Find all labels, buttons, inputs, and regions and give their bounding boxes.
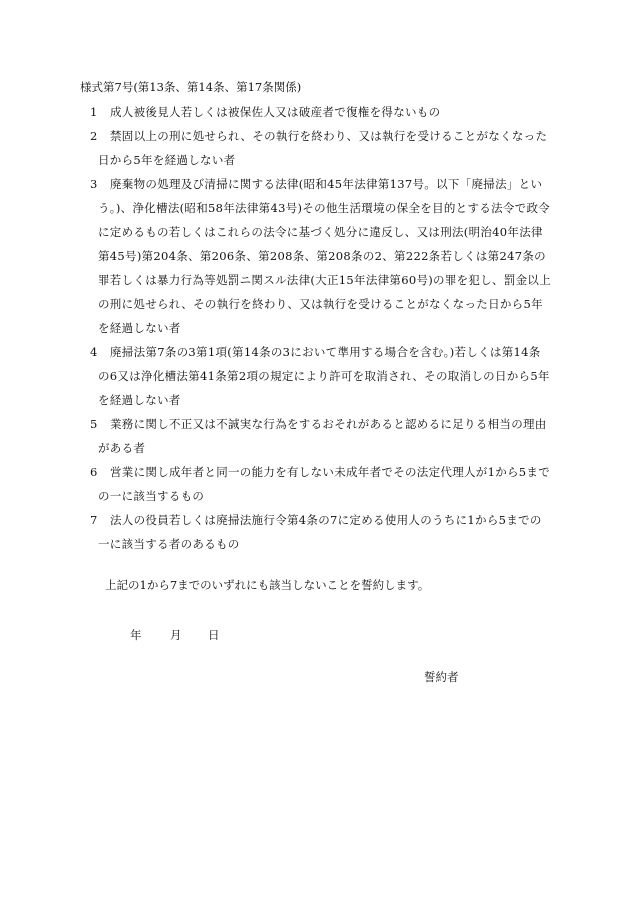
list-item-6 [90,460,552,508]
item-text: 業務に関し不正又は不誠実な行為をするおそれがあると認めるに足りる相当の理由がある者 [98,417,547,455]
item-number: 6 [90,465,98,479]
item-text: 法人の役員若しくは廃掃法施行令第4条の7に定める使用人のうちに1から5までの一に該当する者のあるもの [98,513,542,551]
item-number: 5 [90,417,98,431]
date-day: 日 [208,628,220,642]
item-text: 営業に関し成年者と同一の能力を有しない未成年者でその法定代理人が1から5までの一に該当するもの [98,465,551,503]
item-number: 4 [90,345,98,359]
date-month: 月 [170,628,182,642]
item-number: 7 [90,513,98,527]
signer-label: 誓約者 [424,670,459,684]
item-text: 成人被後見人若しくは被保佐人又は破産者で復権を得ないもの [110,105,441,119]
date-year: 年 [130,628,142,642]
item-text: 禁固以上の刑に処せられ、その執行を終わり、又は執行を受けることがなくなった日から5年を経過しない者 [98,129,548,167]
item-number: 2 [90,129,98,143]
list-item-4 [90,340,552,412]
list-item-7 [90,508,552,556]
pledge-statement: 上記の1から7までのいずれにも該当しないことを誓約します。 [105,578,430,592]
item-number: 3 [90,177,98,191]
list-item-1 [90,100,552,124]
list-item-3 [90,172,552,340]
item-number: 1 [90,105,98,119]
item-text: 廃掃法第7条の3第1項(第14条の3において準用する場合を含む。)若しくは第14条の6又は浄化槽法第41条第2項の規定により許可を取消され、その取消しの日から5年を経過しない者 [98,345,550,407]
list-item-2 [90,124,552,172]
item-text: 廃棄物の処理及び清掃に関する法律(昭和45年法律第137号。以下「廃掃法」という。)、浄化槽法(昭和58年法律第43号)その他生活環境の保全を目的とする法令で政令に定めるもの若しくはこれらの法令に基づく処分に違反し、又は刑法(明治40年法律第45号)第204条、第206条、第208条、第208条の2、第222条若しくは第247条の罪若しくは暴力行為等処罰ニ関スル法律(大正15年法律第60号)の罪を犯し、罰金以上の刑に処せられ、その執行を終わり、又は執行を受けることがなくなった日から5年を経過しない者 [98,177,552,335]
list-item-5 [90,412,552,460]
form-title: 様式第7号(第13条、第14条、第17条関係) [80,80,302,94]
